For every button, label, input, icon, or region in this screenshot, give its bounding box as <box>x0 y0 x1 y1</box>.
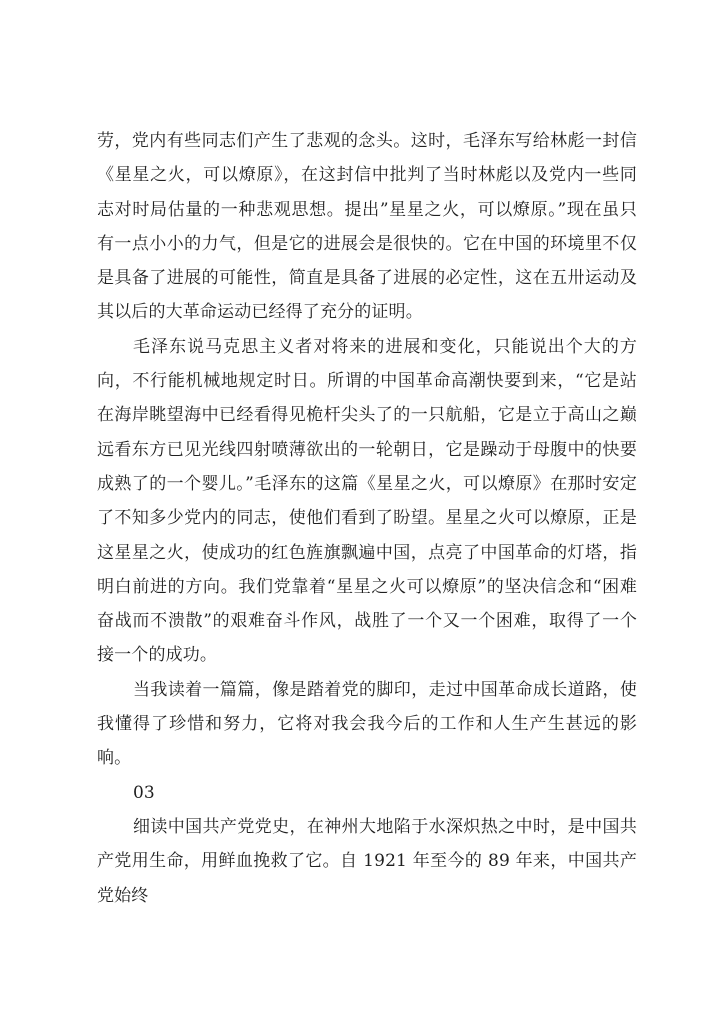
paragraph-mao-letter: 劳，党内有些同志们产生了悲观的念头。这时，毛泽东写给林彪一封信《星星之火，可以燎原》，在这封信中批判了当时林彪以及党内一些同志对时局估量的一种悲观思想。提出”星星之火，可以燎原。”现在虽只有一点小小的力气，但是它的进展会是很快的。它在中国的环境里不仅是具备了进展的可能性，简直是具备了进展的必定性，这在五卅运动及其以后的大革命运动已经得了充分的证明。 <box>97 131 637 323</box>
paragraph-reading-reflection: 当我读着一篇篇，像是踏着党的脚印，走过中国革命成长道路，使我懂得了珍惜和努力，它将对我会我今后的工作和人生产生甚远的影响。 <box>97 679 637 769</box>
paragraph-revolution-tide: 毛泽东说马克思主义者对将来的进展和变化，只能说出个大的方向，不行能机械地规定时日。所谓的中国革命高潮快要到来，“它是站在海岸眺望海中已经看得见桅杆尖头了的一只航船，它是立于高山之巅远看东方已见光线四射喷薄欲出的一轮朝日，它是躁动于母腹中的快要成熟了的一个婴儿。”毛泽东的这篇《星星之火，可以燎原》在那时安定了不知多少党内的同志，使他们看到了盼望。星星之火可以燎原，正是这星星之火，使成功的红色旌旗飘遍中国，点亮了中国革命的灯塔，指明白前进的方向。我们党靠着“星星之火可以燎原”的坚决信念和“困难奋战而不溃散”的艰难奋斗作风，战胜了一个又一个困难，取得了一个接一个的成功。 <box>97 336 637 666</box>
document-body <box>97 124 637 913</box>
section-number: 03 <box>133 782 155 803</box>
paragraph-party-history: 细读中国共产党党史，在神州大地陷于水深炽热之中时，是中国共产党用生命，用鲜血挽救了它。自 1921 年至今的 89 年来，中国共产党始终 <box>97 816 637 906</box>
